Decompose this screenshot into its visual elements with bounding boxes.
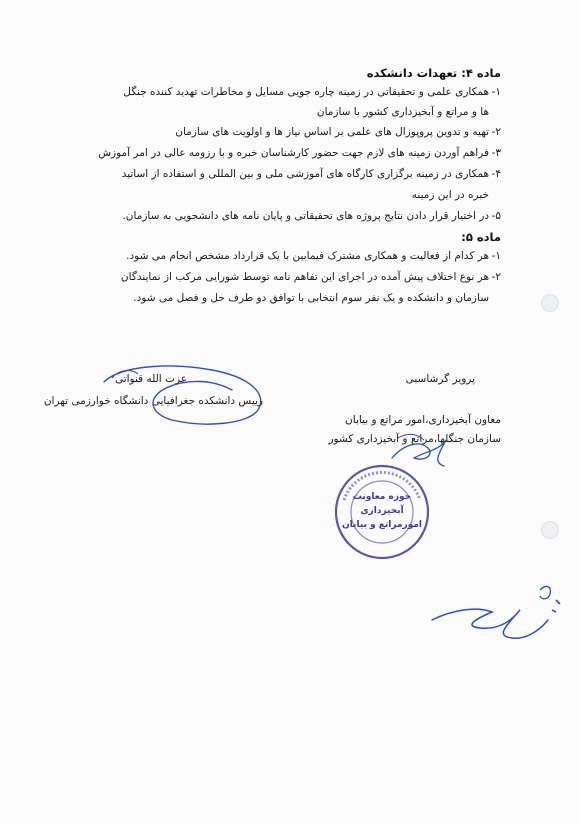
official-stamp [332,462,432,562]
article-4-title: ماده ۴: تعهدات دانشکده [366,66,501,80]
article-5-item-1-number: ۱- [491,250,501,262]
right-signatory-title-line-2: سازمان جنگلها،مراتع و آبخیزداری کشور [328,433,501,445]
article-4-item-2-number: ۲- [491,126,501,138]
article-4-item-1-number: ۱- [491,86,501,98]
left-signatory-name: عزت الله قنواتی [114,373,187,385]
stamp-line-2: آبخیزداری [360,506,404,516]
punch-hole-top [541,294,559,312]
article-4-item-3-number: ۳- [491,147,501,159]
article-4-item-5-line-1: در اختیار قرار دادن نتایج پروژه های تحقیقاتی و پایان نامه های دانشجویی به سازمان. [122,210,489,222]
article-4-item-4-line-2: خبره در این زمینه [411,189,489,201]
article-5-item-2-number: ۲- [491,271,501,283]
left-signatory-title: رییس دانشکده جغرافیایی دانشگاه خوارزمی تهران [43,395,263,407]
article-4-item-5-number: ۵- [491,210,501,222]
article-5-title: ماده ۵: [461,230,501,244]
article-5-item-2-line-1: هر نوع اختلاف پیش آمده در اجرای این تفاهم نامه توسط شورایی مرکب از نمایندگان [120,271,489,283]
article-4-item-4-line-1: همکاری در زمینه برگزاری کارگاه های آموزشی ملی و بین المللی و استفاده از اساتید [121,168,489,180]
article-4-item-4-number: ۴- [491,168,501,180]
stamp-line-3: امورمراتع و بیابان [342,520,422,530]
article-4-item-1-line-2: ها و مراتع و آبخیزداری کشور با سازمان [316,106,489,118]
article-4-item-1-line-1: همکاری علمی و تحقیقاتی در زمینه چاره جویی مسایل و مخاطرات تهدید کننده جنگل [123,86,489,98]
punch-hole-bottom [541,521,559,539]
right-signatory-title-line-1: معاون آبخیزداری،امور مراتع و بیابان [345,414,501,426]
initials-scribble-icon [432,609,548,638]
article-5-item-1-line-1: هر کدام از فعالیت و همکاری مشترک فیمابین با یک قرارداد مشخص انجام می شود. [126,250,489,262]
article-4-item-3-line-1: فراهم آوردن زمینه های لازم جهت حضور کارشناسان خبره و با رزومه عالی در امر آموزش [98,147,489,159]
article-5-item-2-line-2: سازمان و دانشکده و یک نفر سوم انتخابی با توافق دو طرف حل و فصل می شود. [133,292,489,304]
stamp-line-1: حوزه معاونت [352,492,412,502]
article-4-item-2-line-1: تهیه و تدوین پروپوزال های علمی بر اساس نیاز ها و اولویت های سازمان [175,126,489,138]
right-signatory-name: پرویز گرشاسبی [405,373,475,385]
